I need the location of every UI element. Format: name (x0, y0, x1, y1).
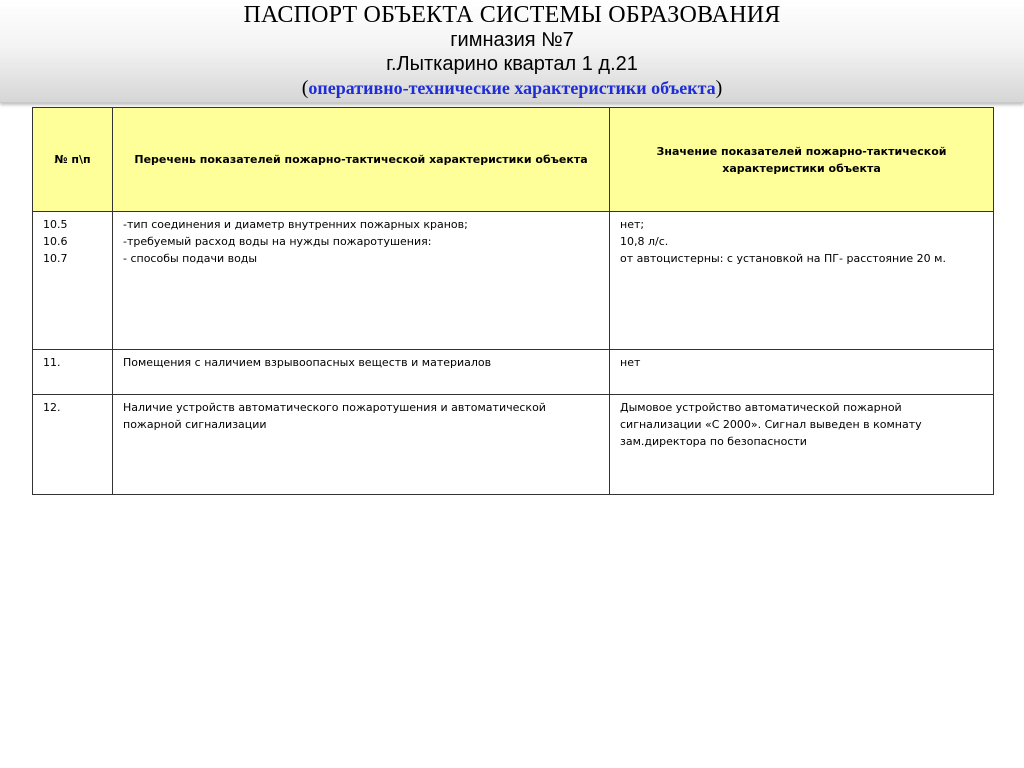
value-line: от автоцистерны: с установкой на ПГ- расстояние 20 м. (620, 252, 946, 265)
indicator-line: -тип соединения и диаметр внутренних пожарных кранов; (123, 218, 468, 231)
page-title: ПАСПОРТ ОБЪЕКТА СИСТЕМЫ ОБРАЗОВАНИЯ (243, 2, 781, 28)
school-address: г.Лыткарино квартал 1 д.21 (386, 53, 638, 75)
row-number: 10.6 (43, 235, 68, 248)
subtitle-close-paren: ) (715, 77, 723, 99)
page-subtitle (0, 77, 1024, 100)
table-row (33, 395, 994, 495)
row-number: 10.5 (43, 218, 68, 231)
subtitle-open-paren: ( (301, 77, 309, 99)
value-line: 10,8 л/с. (620, 235, 669, 248)
table-row (33, 350, 994, 395)
row-value-cell (610, 212, 994, 350)
passport-table (32, 107, 994, 495)
row-number-cell: 12. (33, 395, 113, 495)
table-row (33, 212, 994, 350)
row-indicator-cell (113, 212, 610, 350)
row-indicator-cell: Наличие устройств автоматического пожаротушения и автоматической пожарной сигнализации (113, 395, 610, 495)
header-band (0, 0, 1024, 103)
indicator-line: - способы подачи воды (123, 252, 258, 265)
school-name: гимназия №7 (450, 29, 574, 51)
row-number: 10.7 (43, 252, 68, 265)
row-number-cell (33, 212, 113, 350)
indicator-line: -требуемый расход воды на нужды пожаротушения: (123, 235, 432, 248)
row-value-cell: нет (610, 350, 994, 395)
row-value-cell: Дымовое устройство автоматической пожарной сигнализации «С 2000». Сигнал выведен в комнату зам.директора по безопасности (610, 395, 994, 495)
column-header-value: Значение показателей пожарно-тактической характеристики объекта (610, 108, 994, 212)
subtitle-text: оперативно-технические характеристики объекта (308, 78, 716, 98)
column-header-indicator: Перечень показателей пожарно-тактической характеристики объекта (113, 108, 610, 212)
row-indicator-cell: Помещения с наличием взрывоопасных веществ и материалов (113, 350, 610, 395)
value-line: нет; (620, 218, 645, 231)
column-header-number: № п\п (33, 108, 113, 212)
row-number-cell: 11. (33, 350, 113, 395)
table-header-row (33, 108, 994, 212)
